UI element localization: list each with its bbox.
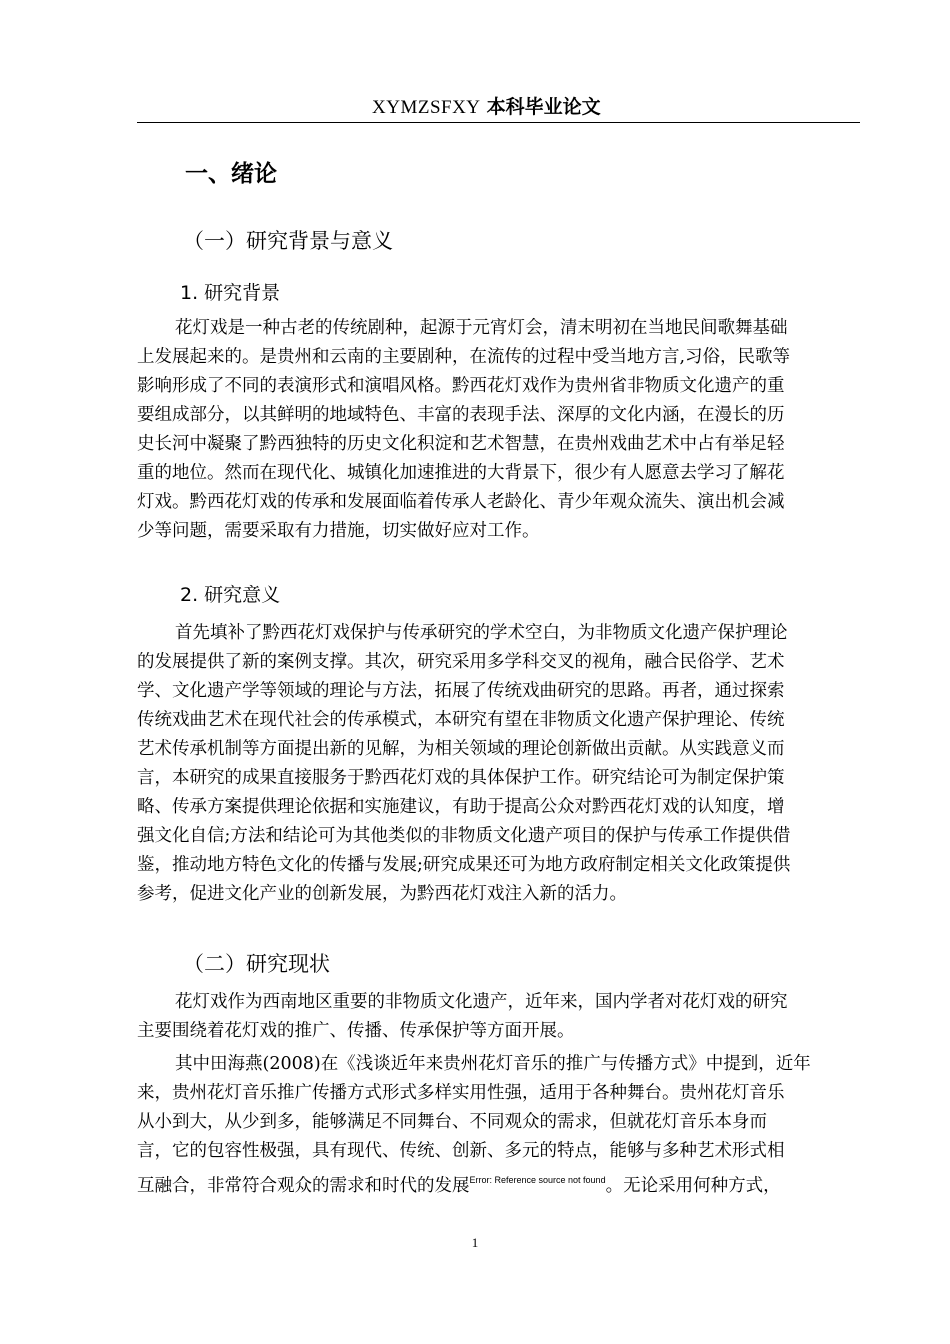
paragraph-status-detail — [137, 1050, 860, 1201]
text-line: 其中田海燕(2008)在《浅谈近年来贵州花灯音乐的推广与传播方式》中提到，近年 — [175, 1054, 811, 1074]
text-line: 少等问题，需要采取有力措施，切实做好应对工作。 — [137, 521, 540, 541]
text-line: 强文化自信;方法和结论可为其他类似的非物质文化遗产项目的保护与传承工作提供借 — [137, 826, 791, 846]
text-line: 史长河中凝聚了黔西独特的历史文化积淀和艺术智慧，在贵州戏曲艺术中占有举足轻 — [137, 434, 785, 454]
text-line: 鉴，推动地方特色文化的传播与发展;研究成果还可为地方政府制定相关文化政策提供 — [137, 855, 791, 875]
text-line — [137, 1166, 860, 1201]
text-line: 灯戏。黔西花灯戏的传承和发展面临着传承人老龄化、青少年观众流失、演出机会减 — [137, 492, 785, 512]
text-line: 从小到大，从少到多，能够满足不同舞台、不同观众的需求，但就花灯音乐本身而 — [137, 1112, 767, 1132]
header-latin: XYMZSFXY — [372, 97, 481, 118]
page-number: 1 — [471, 1235, 479, 1250]
text-line: 略、传承方案提供理论依据和实施建议，有助于提高公众对黔西花灯戏的认知度，增 — [137, 797, 785, 817]
text-line: 花灯戏作为西南地区重要的非物质文化遗产，近年来，国内学者对花灯戏的研究 — [175, 992, 788, 1012]
paragraph-research-background — [137, 314, 860, 546]
text-line: 重的地位。然而在现代化、城镇化加速推进的大背景下，很少有人愿意去学习了解花 — [137, 463, 785, 483]
text-line: 学、文化遗产学等领域的理论与方法，拓展了传统戏曲研究的思路。再者，通过探索 — [137, 681, 785, 701]
text-line: 首先填补了黔西花灯戏保护与传承研究的学术空白，为非物质文化遗产保护理论 — [175, 623, 788, 643]
text-fragment: 互融合，非常符合观众的需求和时代的发展 — [137, 1176, 470, 1196]
text-line: 的发展提供了新的案例支撑。其次，研究采用多学科交叉的视角，融合民俗学、艺术 — [137, 652, 785, 672]
citation-error: Error: Reference source not found — [469, 1175, 606, 1185]
text-line: 言，它的包容性极强，具有现代、传统、创新、多元的特点，能够与多种艺术形式相 — [137, 1141, 785, 1161]
text-line: 上发展起来的。是贵州和云南的主要剧种，在流传的过程中受当地方言,习俗，民歌等 — [137, 347, 791, 367]
subsection-1-title: 1. 研究背景 — [180, 282, 281, 304]
text-fragment: 。无论采用何种方式， — [605, 1176, 781, 1196]
page-header — [137, 92, 860, 123]
text-line: 花灯戏是一种古老的传统剧种，起源于元宵灯会，清末明初在当地民间歌舞基础 — [175, 318, 788, 338]
text-line: 要组成部分，以其鲜明的地域特色、丰富的表现手法、深厚的文化内涵，在漫长的历 — [137, 405, 785, 425]
paragraph-status-intro — [137, 988, 860, 1046]
text-line: 影响形成了不同的表演形式和演唱风格。黔西花灯戏作为贵州省非物质文化遗产的重 — [137, 376, 785, 396]
section-1-title: （一）研究背景与意义 — [183, 229, 393, 253]
subsection-2-title: 2. 研究意义 — [180, 584, 281, 606]
text-line: 来，贵州花灯音乐推广传播方式形式多样实用性强，适用于各种舞台。贵州花灯音乐 — [137, 1083, 785, 1103]
paragraph-research-significance — [137, 619, 860, 909]
text-line: 传统戏曲艺术在现代社会的传承模式，本研究有望在非物质文化遗产保护理论、传统 — [137, 710, 785, 730]
text-line: 主要围绕着花灯戏的推广、传播、传承保护等方面开展。 — [137, 1021, 575, 1041]
text-line: 艺术传承机制等方面提出新的见解，为相关领域的理论创新做出贡献。从实践意义而 — [137, 739, 785, 759]
header-title — [372, 92, 601, 119]
text-line: 参考，促进文化产业的创新发展，为黔西花灯戏注入新的活力。 — [137, 884, 627, 904]
text-line: 言，本研究的成果直接服务于黔西花灯戏的具体保护工作。研究结论可为制定保护策 — [137, 768, 785, 788]
header-cjk: 本科毕业论文 — [486, 96, 601, 118]
chapter-title: 一、绪论 — [185, 161, 277, 187]
section-2-title: （二）研究现状 — [183, 952, 330, 976]
